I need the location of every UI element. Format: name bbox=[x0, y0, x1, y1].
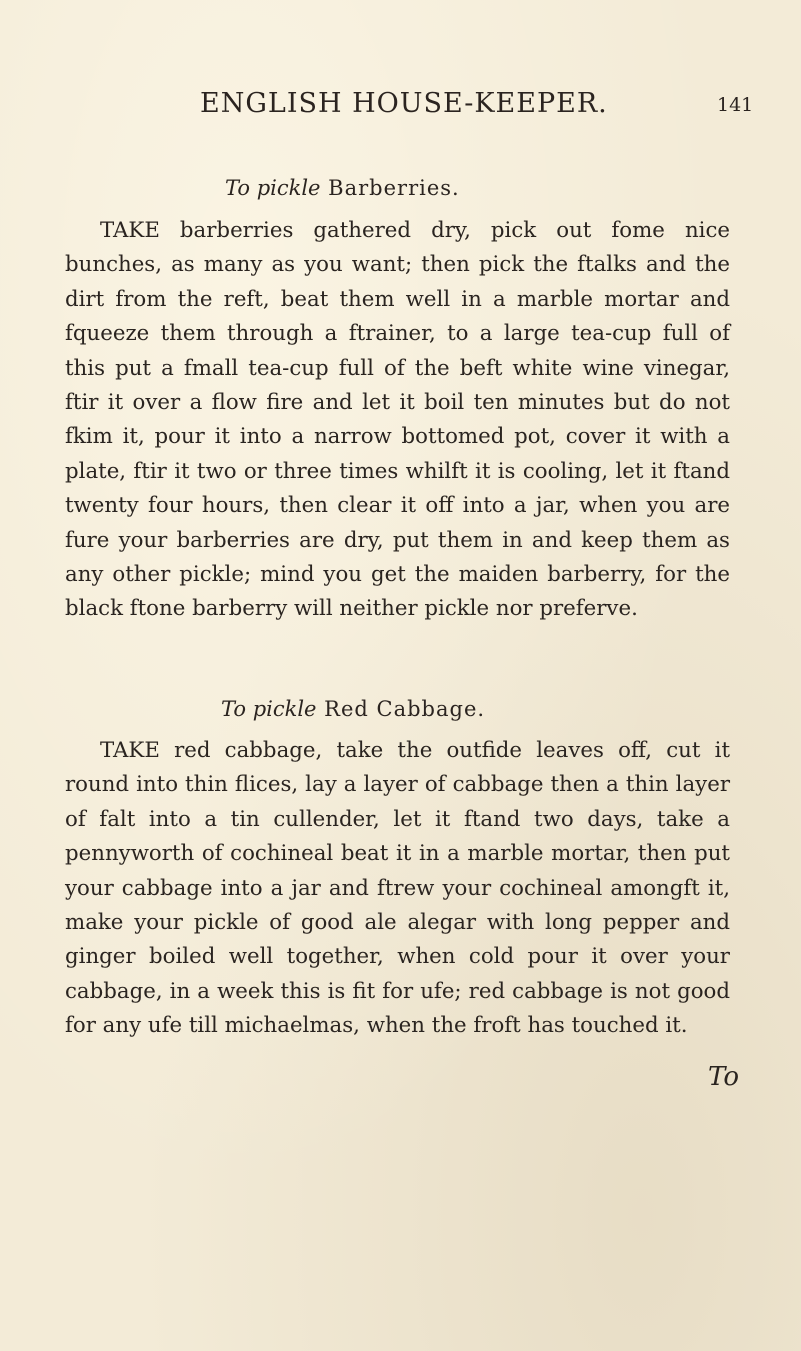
section-title-barberries bbox=[0, 176, 801, 200]
section-title-red-cabbage bbox=[0, 697, 801, 721]
recipe-body-red-cabbage: TAKE red cabbage, take the outfide leaves off, cut it round into thin flices, lay a layer of cabbage then a thin layer of falt into a tin cullender, let it ftand two days, take a pennyworth of cochineal beat it in a marble mortar, then put your cabbage into a jar and ftrew your cochineal amongft it, make your pickle of good ale alegar with long pepper and ginger boiled well together, when cold pour it over your cabbage, in a week this is fit for ufe; red cabbage is not good for any ufe till michaelmas, when the froft has touched it. bbox=[65, 738, 730, 1039]
title-subject: Barberries. bbox=[328, 176, 460, 200]
title-prefix: To pickle bbox=[225, 176, 321, 200]
running-head: ENGLISH HOUSE-KEEPER. bbox=[200, 88, 608, 119]
title-prefix: To pickle bbox=[221, 697, 317, 721]
title-subject: Red Cabbage. bbox=[324, 697, 486, 721]
recipe-body-barberries: TAKE barberries gathered dry, pick out fome nice bunches, as many as you want; then pick the ftalks and the dirt from the reft, beat them well in a marble mortar and fqueeze them through a ftrainer, to a large tea-cup full of this put a fmall tea-cup full of the beft white wine vinegar, ftir it over a flow fire and let it boil ten minutes but do not fkim it, pour it into a narrow bottomed pot, cover it with a plate, ftir it two or three times whilft it is cooling, let it ftand twenty four hours, then clear it off into a jar, when you are fure your barberries are dry, put them in and keep them as any other pickle; mind you get the maiden barberry, for the black ftone barberry will neither pickle nor preferve. bbox=[65, 218, 730, 622]
page-number: 141 bbox=[717, 94, 754, 116]
catchword: To bbox=[708, 1062, 739, 1092]
